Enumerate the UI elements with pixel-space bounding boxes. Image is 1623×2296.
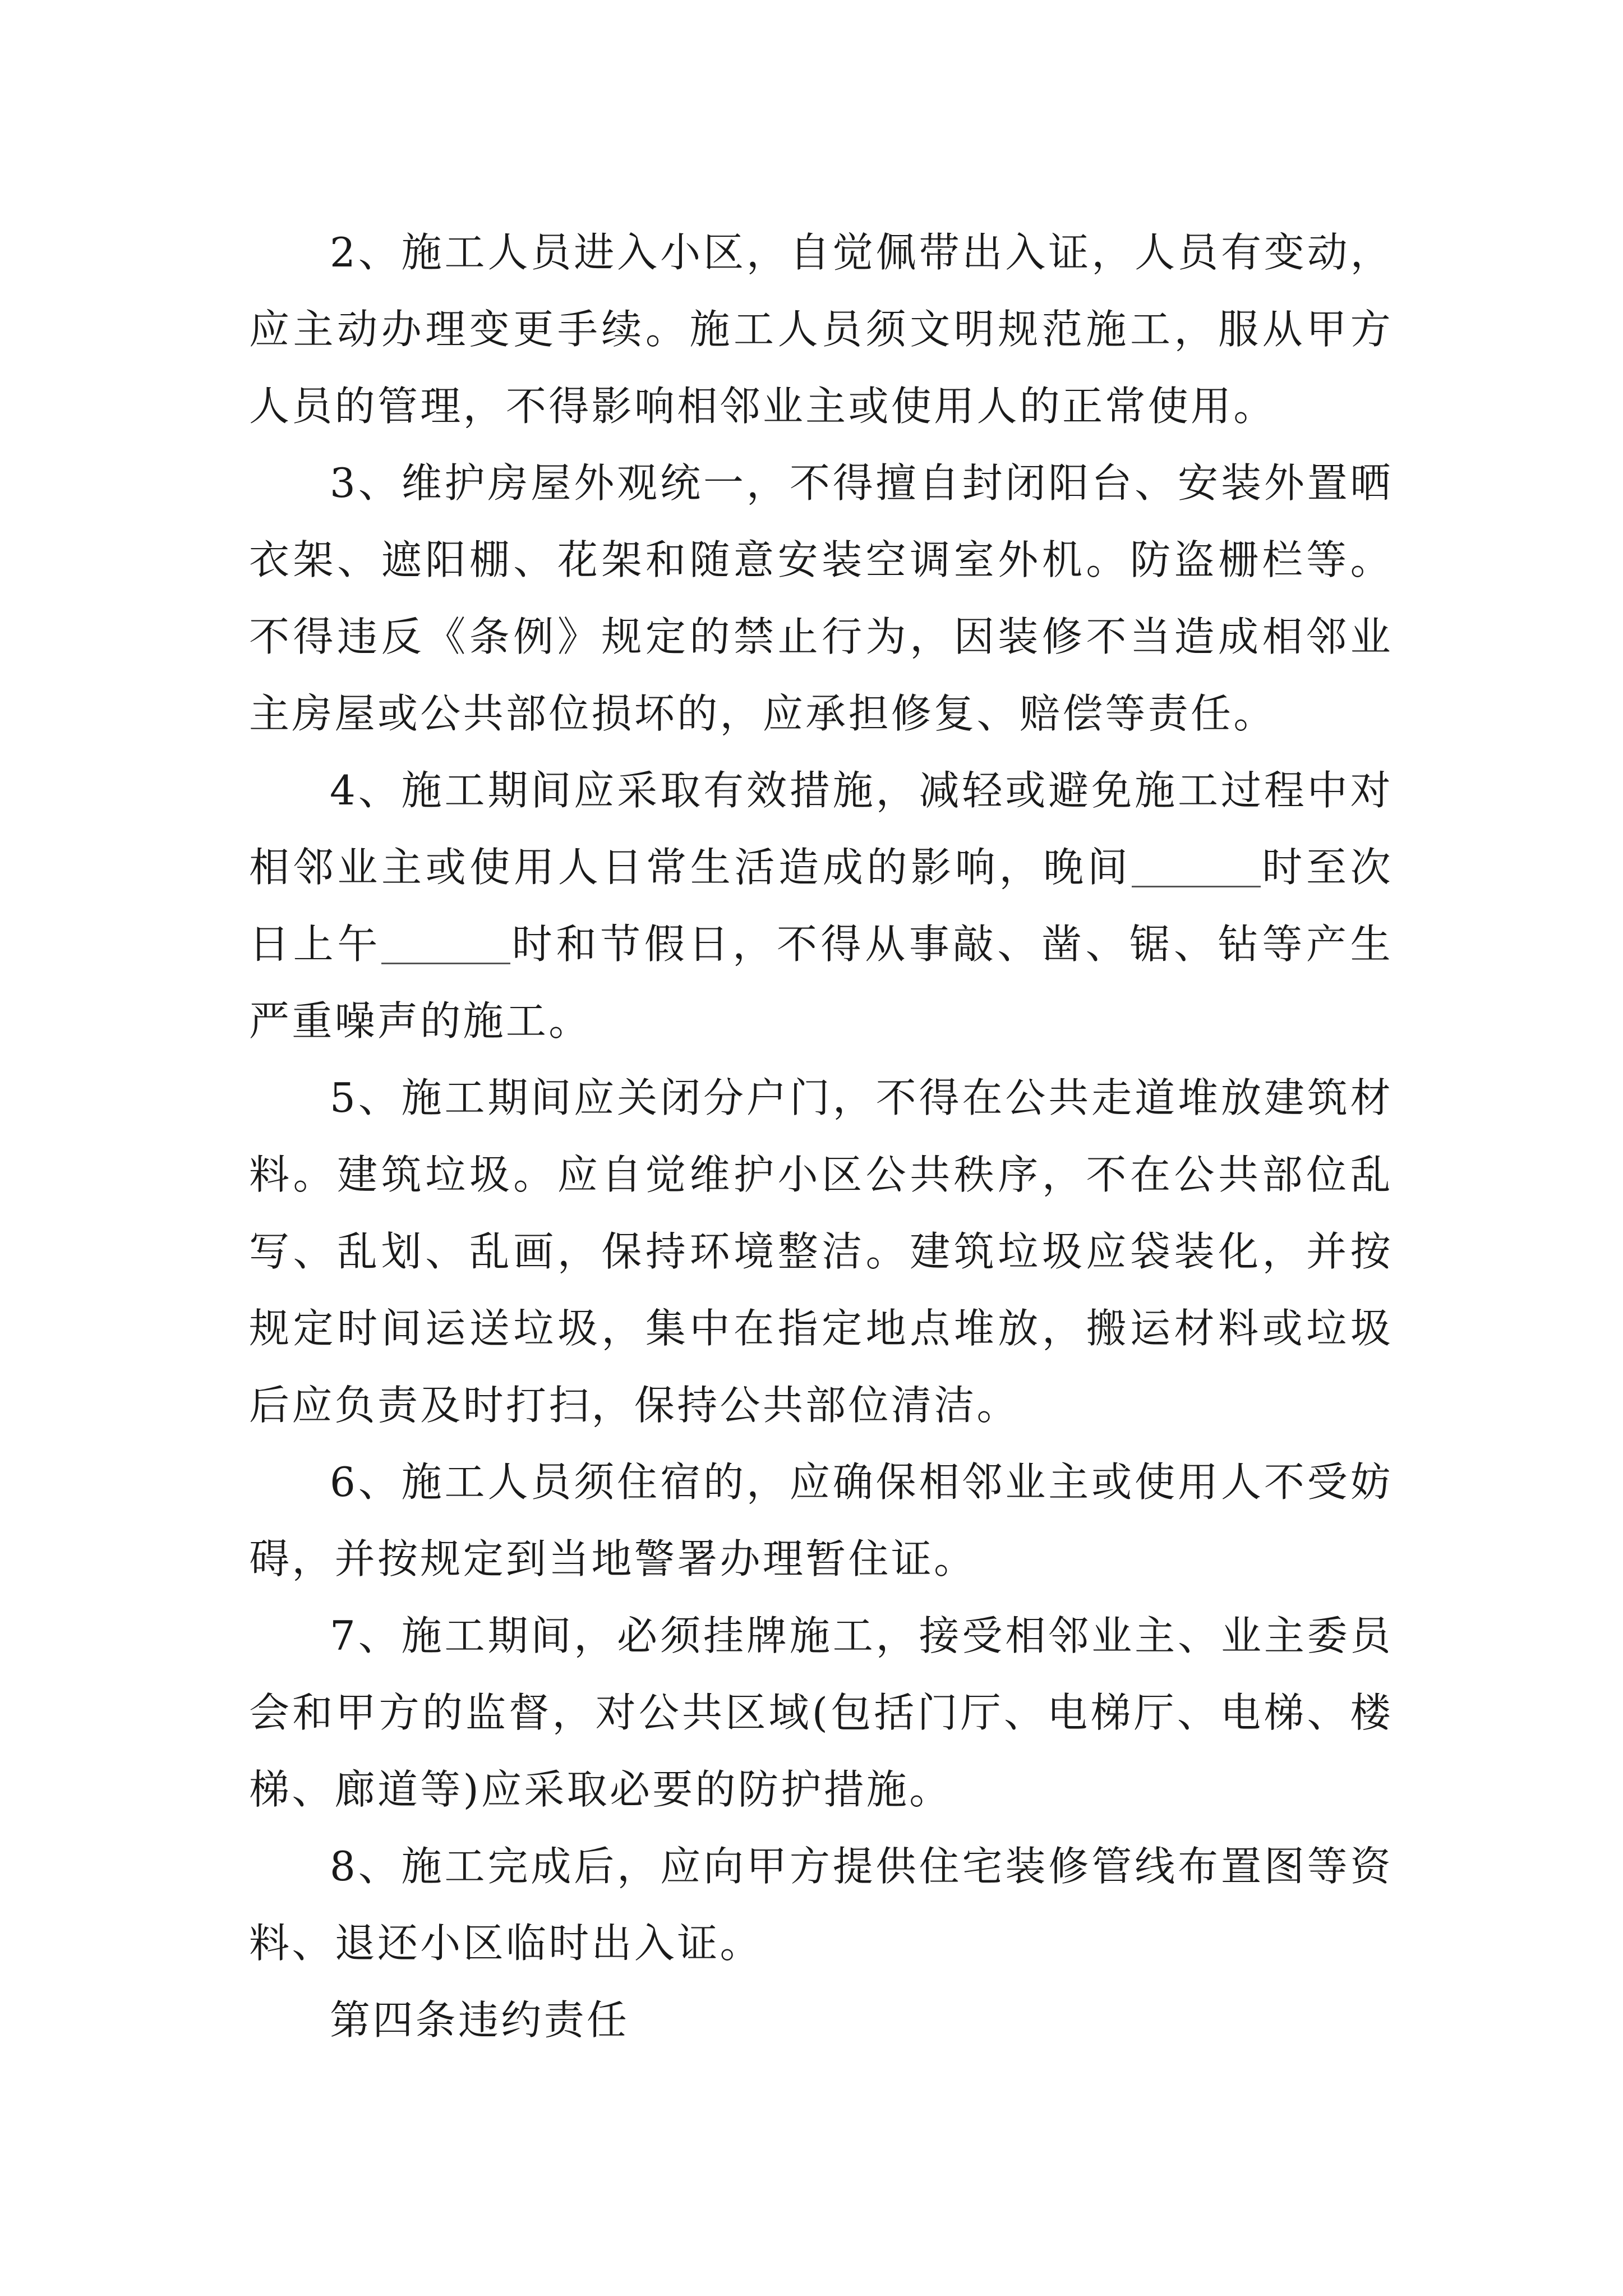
clause-item-5: 5、施工期间应关闭分户门，不得在公共走道堆放建筑材料。建筑垃圾。应自觉维护小区公共秩序，不在公共部位乱写、乱划、乱画，保持环境整洁。建筑垃圾应袋装化，并按规定时间运送垃圾，集中在指定地点堆放，搬运材料或垃圾后应负责及时打扫，保持公共部位清洁。 bbox=[249, 1074, 1393, 1429]
clause-item-6: 6、施工人员须住宿的，应确保相邻业主或使用人不受妨碍，并按规定到当地警署办理暂住证。 bbox=[249, 1458, 1393, 1582]
clause-item-4-text-part2: 时至次日上午 bbox=[249, 844, 1393, 968]
clause-item-4-text-part3: 时和节假日，不得从事敲、凿、锯、钻等产生严重噪声的施工。 bbox=[249, 921, 1393, 1045]
document-body bbox=[249, 214, 1393, 2059]
section-heading: 第四条违约责任 bbox=[330, 1996, 630, 2044]
clause-item-3: 3、维护房屋外观统一，不得擅自封闭阳台、安装外置晒衣架、遮阳棚、花架和随意安装空调室外机。防盗栅栏等。不得违反《条例》规定的禁止行为，因装修不当造成相邻业主房屋或公共部位损坏的，应承担修复、赔偿等责任。 bbox=[249, 459, 1393, 737]
clause-item-4 bbox=[249, 752, 1393, 1060]
clause-item-7: 7、施工期间，必须挂牌施工，接受相邻业主、业主委员会和甲方的监督，对公共区域(包括门厅、电梯厅、电梯、楼梯、廊道等)应采取必要的防护措施。 bbox=[249, 1612, 1393, 1813]
clause-item-4-text-part1: 4、施工期间应采取有效措施，减轻或避免施工过程中对相邻业主或使用人日常生活造成的影响，晚间 bbox=[249, 767, 1393, 891]
clause-item-2: 2、施工人员进入小区，自觉佩带出入证，人员有变动，应主动办理变更手续。施工人员须文明规范施工，服从甲方人员的管理，不得影响相邻业主或使用人的正常使用。 bbox=[249, 229, 1393, 430]
morning-hour-blank bbox=[381, 926, 510, 964]
clause-item-8: 8、施工完成后，应向甲方提供住宅装修管线布置图等资料、退还小区临时出入证。 bbox=[249, 1843, 1393, 1967]
evening-hour-blank bbox=[1132, 849, 1261, 887]
